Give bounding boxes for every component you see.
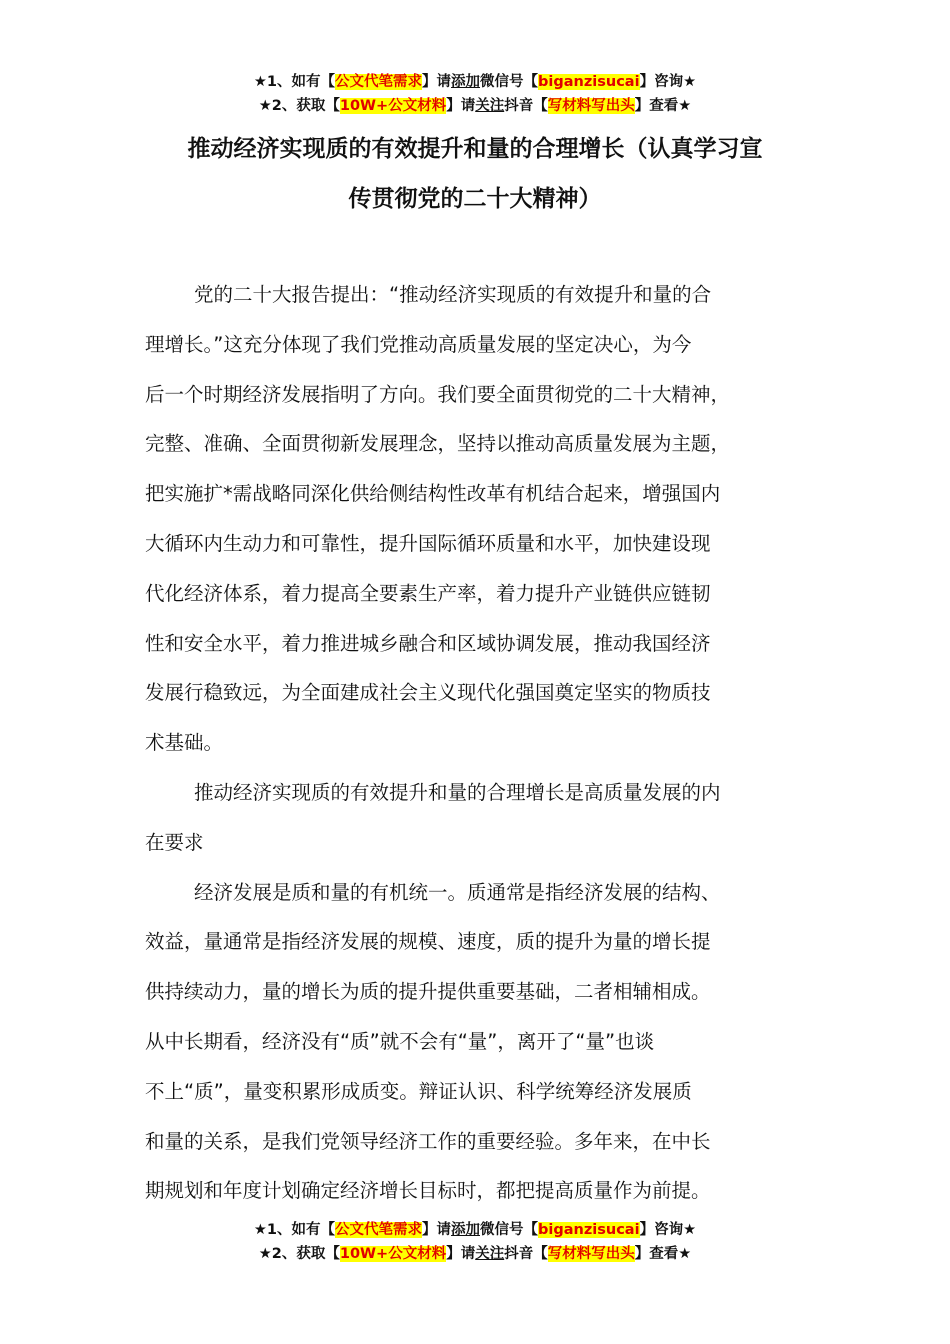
text-line: 术基础。 [145, 731, 224, 755]
section-heading-paragraph [145, 768, 815, 868]
promo-banner-bottom [0, 1218, 950, 1266]
title-line: 推动经济实现质的有效提升和量的合理增长（认真学习宣 [187, 136, 763, 162]
text-line: 不上“质”，量变积累形成质变。辩证认识、科学统筹经济发展质 [145, 1079, 692, 1103]
text-line: 期规划和年度计划确定经济增长目标时，都把提高质量作为前提。 [145, 1179, 711, 1203]
text-line: 从中长期看，经济没有“质”就不会有“量”，离开了“量”也谈 [145, 1029, 655, 1053]
paragraph [145, 270, 815, 768]
text-line: 和量的关系，是我们党领导经济工作的重要经验。多年来，在中长 [145, 1129, 711, 1153]
promo-line-2: ★2、获取【10W+公文材料】请关注抖音【写材料写出头】查看★ [258, 1246, 692, 1262]
paragraph [145, 868, 815, 1217]
text-line: 代化经济体系，着力提高全要素生产率，着力提升产业链供应链韧 [145, 581, 711, 605]
text-line: 理增长。”这充分体现了我们党推动高质量发展的坚定决心，为今 [145, 332, 692, 356]
text-line: 完整、准确、全面贯彻新发展理念，坚持以推动高质量发展为主题， [145, 432, 731, 456]
document-title [145, 124, 805, 224]
promo-highlight: 10W+公文材料 [339, 98, 447, 114]
text-line: 经济发展是质和量的有机统一。质通常是指经济发展的结构、 [194, 880, 721, 904]
promo-douyin-id: 写材料写出头 [547, 98, 635, 114]
promo-line-2: ★2、获取【10W+公文材料】请关注抖音【写材料写出头】查看★ [258, 98, 692, 114]
promo-wechat-id: biganzisucai [538, 1222, 640, 1238]
title-line: 传贯彻党的二十大精神） [348, 186, 602, 212]
text-line: 供持续动力，量的增长为质的提升提供重要基础，二者相辅相成。 [145, 980, 711, 1004]
promo-highlight: 10W+公文材料 [339, 1246, 447, 1262]
text-line: 后一个时期经济发展指明了方向。我们要全面贯彻党的二十大精神， [145, 382, 731, 406]
promo-line-1: ★1、如有【公文代笔需求】请添加微信号【biganzisucai】咨询★ [253, 74, 697, 90]
promo-highlight: 公文代笔需求 [335, 1222, 423, 1238]
promo-douyin-id: 写材料写出头 [547, 1246, 635, 1262]
text-line: 性和安全水平，着力推进城乡融合和区域协调发展，推动我国经济 [145, 631, 711, 655]
text-line: 大循环内生动力和可靠性，提升国际循环质量和水平，加快建设现 [145, 531, 711, 555]
text-line: 党的二十大报告提出：“推动经济实现质的有效提升和量的合 [194, 283, 712, 306]
promo-highlight: 公文代笔需求 [335, 74, 423, 90]
text-line: 把实施扩*需战略同深化供给侧结构性改革有机结合起来，增强国内 [145, 482, 721, 506]
document-body [145, 270, 815, 1216]
text-line: 发展行稳致远，为全面建成社会主义现代化强国奠定坚实的物质技 [145, 681, 711, 705]
promo-banner-top [0, 70, 950, 118]
promo-wechat-id: biganzisucai [538, 74, 640, 90]
text-line: 效益，量通常是指经济发展的规模、速度，质的提升为量的增长提 [145, 930, 711, 954]
text-line: 推动经济实现质的有效提升和量的合理增长是高质量发展的内 [194, 780, 721, 804]
promo-line-1: ★1、如有【公文代笔需求】请添加微信号【biganzisucai】咨询★ [253, 1222, 697, 1238]
text-line: 在要求 [145, 830, 204, 854]
